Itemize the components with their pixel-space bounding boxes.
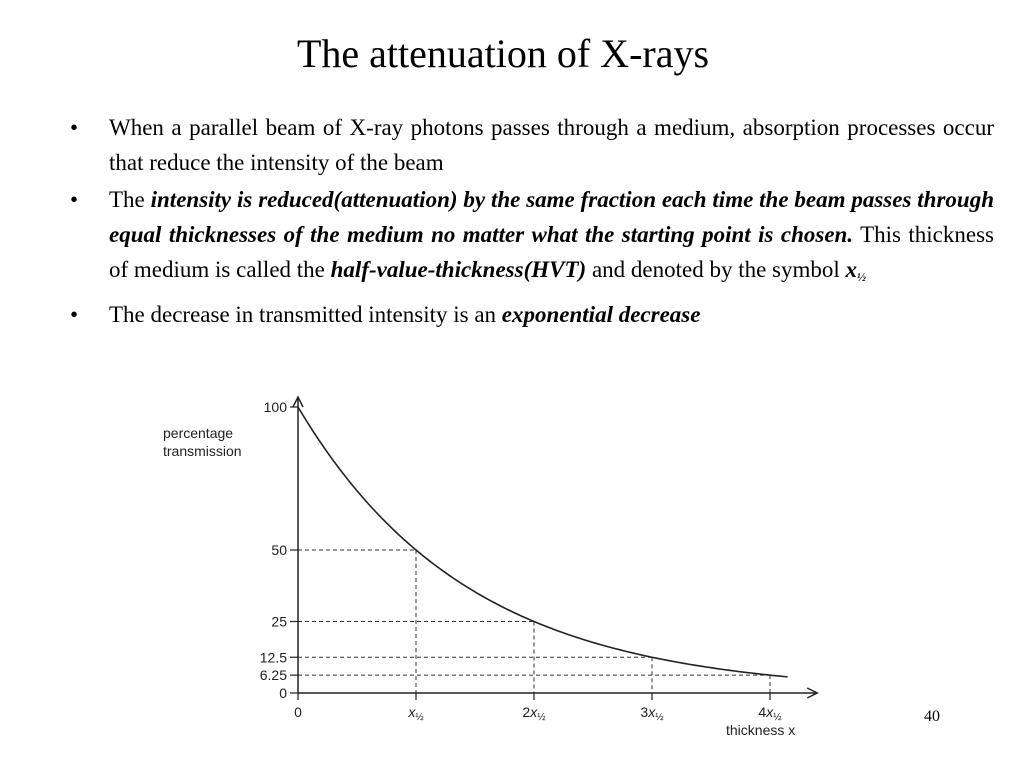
bullet-emphasis: intensity is reduced(attenuation) by the same fraction each time the beam passes through equal thicknesses of the medium no matter what the starting point is chosen.	[109, 187, 994, 247]
chart-axes	[293, 397, 817, 698]
bullet-item-1	[70, 110, 994, 180]
x-axis-label: thickness x	[726, 722, 796, 738]
y-axis-label-line1: percentage	[163, 425, 234, 441]
bullet-item-3	[70, 297, 994, 332]
bullet-dot: •	[70, 187, 79, 212]
attenuation-chart	[150, 385, 830, 745]
y-axis-label-line2: transmission	[163, 443, 242, 459]
bullet-term: half-value-thickness(HVT)	[330, 257, 587, 282]
bullet-item-2	[70, 182, 994, 295]
hvt-symbol: x	[845, 257, 858, 282]
bullet-emphasis: exponential decrease	[501, 302, 701, 327]
y-tick-label: 6.25	[259, 667, 287, 684]
x-tick-label: $x_{\frac{1}{2}}$	[408, 704, 424, 723]
x-tick-label: $3x_{\frac{1}{2}}$	[640, 704, 664, 723]
bullet-text: When a parallel beam of X-ray photons passes through a medium, absorption processes occur that reduce the intensity of the beam	[109, 115, 994, 175]
y-tick-label: 25	[271, 613, 287, 630]
transmission-curve	[298, 407, 788, 677]
bullet-prefix: The decrease in transmitted intensity is an	[109, 302, 502, 327]
y-tick-label: 100	[263, 399, 287, 415]
bullet-suffix: and denoted by the symbol	[586, 257, 846, 282]
bullet-list	[70, 110, 994, 334]
y-tick-label: 50	[271, 542, 287, 558]
x-tick-label: $2x_{\frac{1}{2}}$	[522, 704, 546, 723]
bullet-middle: This thickness of medium is called the	[109, 222, 995, 282]
chart-ticks	[260, 399, 782, 723]
page-number: 40	[924, 708, 940, 725]
y-tick-label: 12.5	[259, 649, 287, 666]
slide-title: The attenuation of X-rays	[296, 31, 710, 76]
bullet-prefix: The	[109, 187, 151, 212]
bullet-dot: •	[70, 115, 79, 140]
hvt-symbol-subscript: ½	[857, 270, 867, 284]
y-tick-label: 0	[279, 685, 287, 701]
x-tick-label: 0	[294, 704, 302, 720]
bullet-dot: •	[70, 302, 79, 327]
chart-series	[298, 407, 788, 677]
x-tick-label: $4x_{\frac{1}{2}}$	[758, 704, 782, 723]
